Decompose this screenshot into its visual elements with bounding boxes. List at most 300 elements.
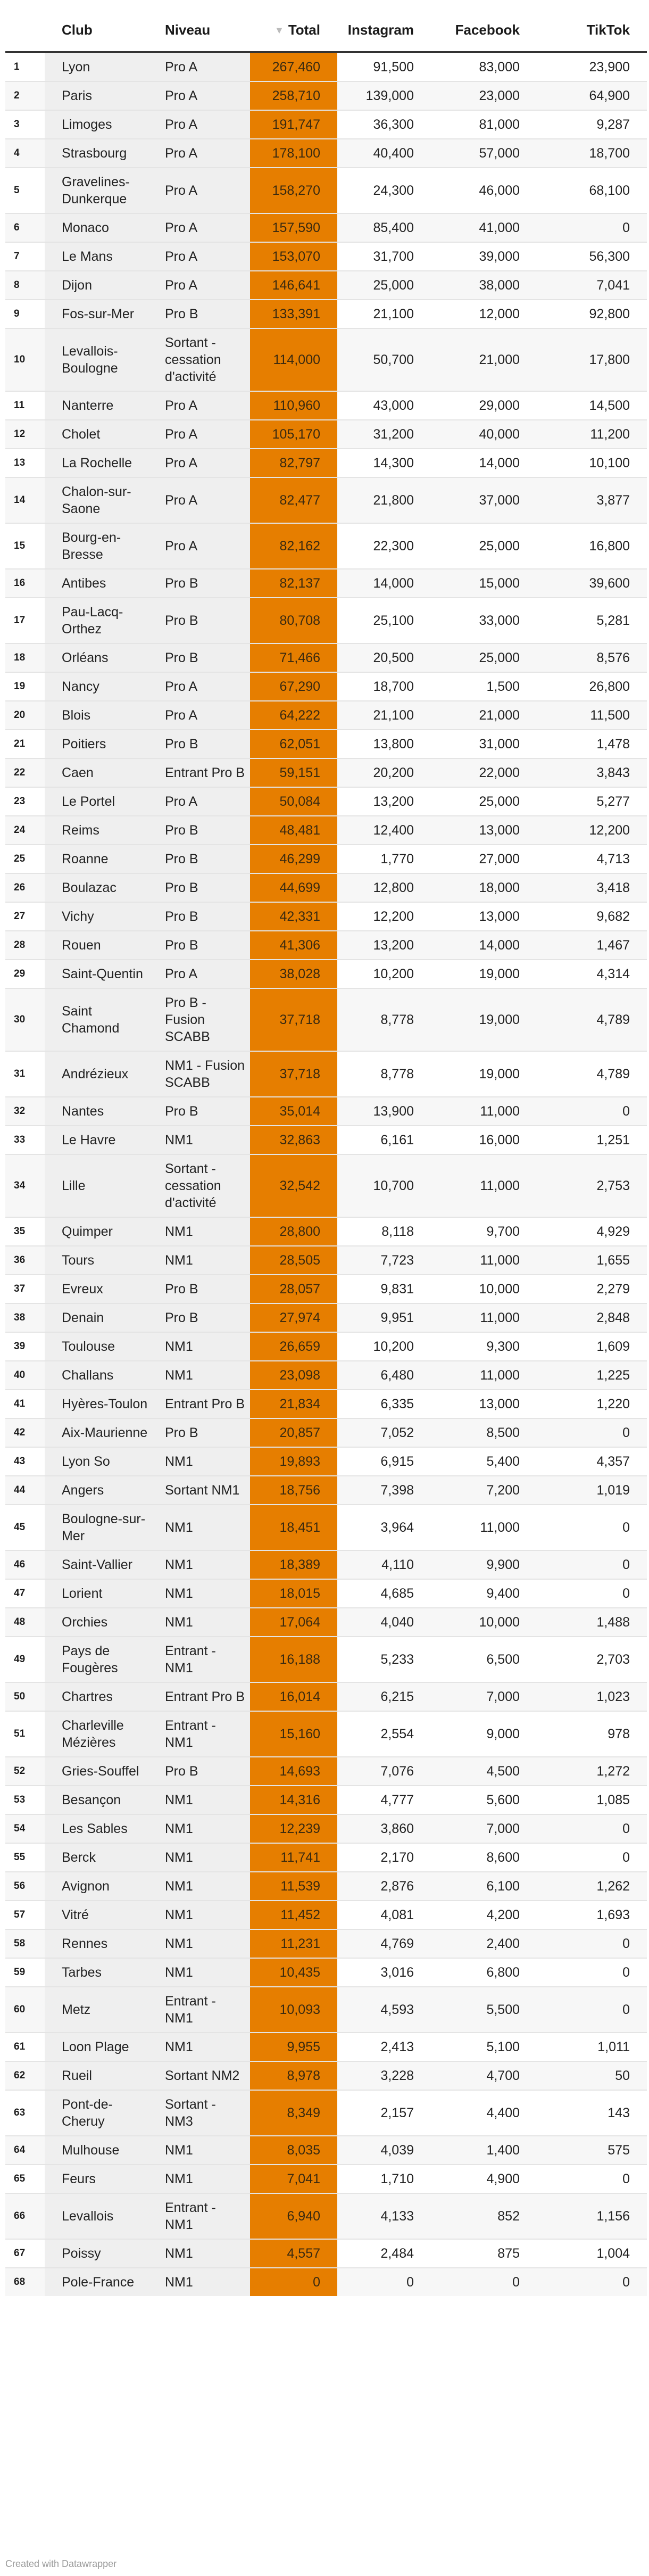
row-total: 26,659 — [250, 1332, 337, 1361]
row-niveau: Entrant Pro B — [152, 1390, 250, 1418]
row-club: Rueil — [45, 2061, 152, 2090]
row-niveau: Pro B — [152, 873, 250, 902]
row-rank: 44 — [5, 1476, 45, 1505]
table-row — [5, 2239, 647, 2268]
row-rank: 3 — [5, 110, 45, 139]
row-tiktok: 1,467 — [537, 931, 647, 960]
row-instagram: 3,016 — [337, 1958, 431, 1987]
row-club: Lyon So — [45, 1447, 152, 1476]
row-tiktok: 2,848 — [537, 1303, 647, 1332]
row-facebook: 2,400 — [431, 1929, 537, 1958]
row-total: 20,857 — [250, 1418, 337, 1447]
row-facebook: 7,000 — [431, 1682, 537, 1711]
row-facebook: 11,000 — [431, 1505, 537, 1550]
row-rank: 54 — [5, 1814, 45, 1843]
row-tiktok: 26,800 — [537, 672, 647, 701]
row-club: Lyon — [45, 52, 152, 81]
row-club: Rennes — [45, 1929, 152, 1958]
row-instagram: 8,778 — [337, 988, 431, 1051]
row-rank: 19 — [5, 672, 45, 701]
row-club: Vichy — [45, 902, 152, 931]
row-rank: 66 — [5, 2193, 45, 2239]
row-total: 267,460 — [250, 52, 337, 81]
row-niveau: NM1 — [152, 1505, 250, 1550]
row-niveau: Sortant - NM3 — [152, 2090, 250, 2136]
table-row — [5, 271, 647, 300]
row-rank: 45 — [5, 1505, 45, 1550]
row-total: 14,693 — [250, 1757, 337, 1786]
table-row — [5, 1637, 647, 1682]
row-tiktok: 1,156 — [537, 2193, 647, 2239]
header-total-label: Total — [288, 21, 320, 38]
row-total: 35,014 — [250, 1097, 337, 1126]
header-total[interactable] — [250, 0, 337, 52]
row-niveau: Pro B — [152, 1418, 250, 1447]
row-rank: 27 — [5, 902, 45, 931]
row-facebook: 8,500 — [431, 1418, 537, 1447]
row-tiktok: 0 — [537, 1418, 647, 1447]
row-club: Boulazac — [45, 873, 152, 902]
row-tiktok: 11,200 — [537, 420, 647, 449]
row-rank: 62 — [5, 2061, 45, 2090]
row-total: 6,940 — [250, 2193, 337, 2239]
row-club: Blois — [45, 701, 152, 730]
row-rank: 57 — [5, 1901, 45, 1929]
row-niveau: Pro B — [152, 1757, 250, 1786]
row-niveau: Pro B — [152, 300, 250, 328]
row-tiktok: 50 — [537, 2061, 647, 2090]
table-row — [5, 1757, 647, 1786]
row-facebook: 29,000 — [431, 391, 537, 420]
row-club: Cholet — [45, 420, 152, 449]
row-tiktok: 1,272 — [537, 1757, 647, 1786]
row-total: 11,231 — [250, 1929, 337, 1958]
row-tiktok: 1,220 — [537, 1390, 647, 1418]
row-instagram: 7,398 — [337, 1476, 431, 1505]
table-row — [5, 988, 647, 1051]
row-tiktok: 17,800 — [537, 328, 647, 391]
row-rank: 4 — [5, 139, 45, 168]
row-rank: 11 — [5, 391, 45, 420]
row-rank: 29 — [5, 960, 45, 988]
row-rank: 21 — [5, 730, 45, 758]
row-rank: 42 — [5, 1418, 45, 1447]
row-niveau: Pro B - Fusion SCABB — [152, 988, 250, 1051]
row-niveau: NM1 - Fusion SCABB — [152, 1051, 250, 1097]
row-instagram: 9,831 — [337, 1275, 431, 1303]
table-row — [5, 1711, 647, 1757]
row-instagram: 2,554 — [337, 1711, 431, 1757]
row-niveau: NM1 — [152, 1901, 250, 1929]
row-club: Evreux — [45, 1275, 152, 1303]
row-instagram: 2,484 — [337, 2239, 431, 2268]
row-facebook: 15,000 — [431, 569, 537, 598]
row-niveau: NM1 — [152, 1958, 250, 1987]
row-total: 18,451 — [250, 1505, 337, 1550]
row-total: 37,718 — [250, 988, 337, 1051]
table-row — [5, 931, 647, 960]
header-instagram[interactable]: Instagram — [337, 0, 431, 52]
table-row — [5, 1154, 647, 1217]
row-club: Les Sables — [45, 1814, 152, 1843]
row-instagram: 36,300 — [337, 110, 431, 139]
row-instagram: 2,157 — [337, 2090, 431, 2136]
table-row — [5, 1332, 647, 1361]
row-instagram: 22,300 — [337, 523, 431, 569]
table-row — [5, 569, 647, 598]
row-niveau: NM1 — [152, 1447, 250, 1476]
table-row — [5, 1814, 647, 1843]
row-niveau: Pro A — [152, 960, 250, 988]
row-instagram: 13,800 — [337, 730, 431, 758]
table-row — [5, 1097, 647, 1126]
table-header — [5, 0, 647, 52]
row-rank: 17 — [5, 598, 45, 643]
row-rank: 10 — [5, 328, 45, 391]
table-row — [5, 873, 647, 902]
row-niveau: Pro A — [152, 449, 250, 477]
row-club: Aix-Maurienne — [45, 1418, 152, 1447]
row-instagram: 12,400 — [337, 816, 431, 845]
row-tiktok: 1,262 — [537, 1872, 647, 1901]
sort-descending-icon: ▼ — [274, 24, 284, 36]
table-row — [5, 1682, 647, 1711]
row-total: 19,893 — [250, 1447, 337, 1476]
row-niveau: Pro A — [152, 271, 250, 300]
row-total: 32,542 — [250, 1154, 337, 1217]
row-facebook: 13,000 — [431, 816, 537, 845]
row-club: Paris — [45, 81, 152, 110]
row-facebook: 5,400 — [431, 1447, 537, 1476]
row-club: Roanne — [45, 845, 152, 873]
row-club: Pau-Lacq-Orthez — [45, 598, 152, 643]
row-club: Le Havre — [45, 1126, 152, 1154]
table-row — [5, 1447, 647, 1476]
row-instagram: 3,964 — [337, 1505, 431, 1550]
row-total: 12,239 — [250, 1814, 337, 1843]
row-instagram: 7,052 — [337, 1418, 431, 1447]
row-niveau: NM1 — [152, 1843, 250, 1872]
row-facebook: 4,400 — [431, 2090, 537, 2136]
row-club: Andrézieux — [45, 1051, 152, 1097]
row-total: 157,590 — [250, 213, 337, 242]
row-tiktok: 92,800 — [537, 300, 647, 328]
table-row — [5, 816, 647, 845]
table-row — [5, 523, 647, 569]
table-row — [5, 1303, 647, 1332]
row-rank: 52 — [5, 1757, 45, 1786]
row-facebook: 8,600 — [431, 1843, 537, 1872]
row-tiktok: 16,800 — [537, 523, 647, 569]
row-total: 27,974 — [250, 1303, 337, 1332]
row-facebook: 40,000 — [431, 420, 537, 449]
row-niveau: Sortant NM1 — [152, 1476, 250, 1505]
row-club: Gries-Souffel — [45, 1757, 152, 1786]
header-club[interactable]: Club — [45, 0, 152, 52]
row-niveau: Pro B — [152, 1275, 250, 1303]
table-row — [5, 1051, 647, 1097]
row-facebook: 21,000 — [431, 328, 537, 391]
row-rank: 12 — [5, 420, 45, 449]
row-niveau: Pro A — [152, 110, 250, 139]
row-niveau: Pro A — [152, 420, 250, 449]
row-facebook: 39,000 — [431, 242, 537, 271]
row-tiktok: 10,100 — [537, 449, 647, 477]
row-facebook: 18,000 — [431, 873, 537, 902]
row-facebook: 22,000 — [431, 758, 537, 787]
row-rank: 1 — [5, 52, 45, 81]
row-tiktok: 4,713 — [537, 845, 647, 873]
row-instagram: 13,200 — [337, 931, 431, 960]
table-row — [5, 1418, 647, 1447]
row-facebook: 83,000 — [431, 52, 537, 81]
row-total: 50,084 — [250, 787, 337, 816]
row-facebook: 10,000 — [431, 1275, 537, 1303]
row-tiktok: 9,682 — [537, 902, 647, 931]
row-facebook: 57,000 — [431, 139, 537, 168]
row-facebook: 11,000 — [431, 1303, 537, 1332]
row-club: Metz — [45, 1987, 152, 2033]
row-total: 62,051 — [250, 730, 337, 758]
row-instagram: 4,081 — [337, 1901, 431, 1929]
row-niveau: NM1 — [152, 1872, 250, 1901]
row-facebook: 0 — [431, 2268, 537, 2296]
row-total: 48,481 — [250, 816, 337, 845]
row-rank: 46 — [5, 1550, 45, 1579]
row-club: Chartres — [45, 1682, 152, 1711]
row-total: 16,188 — [250, 1637, 337, 1682]
row-tiktok: 1,085 — [537, 1786, 647, 1814]
row-facebook: 25,000 — [431, 523, 537, 569]
row-niveau: Pro B — [152, 816, 250, 845]
row-club: Rouen — [45, 931, 152, 960]
row-tiktok: 9,287 — [537, 110, 647, 139]
row-instagram: 18,700 — [337, 672, 431, 701]
row-facebook: 37,000 — [431, 477, 537, 523]
row-rank: 31 — [5, 1051, 45, 1097]
table-row — [5, 1126, 647, 1154]
table-row — [5, 730, 647, 758]
row-instagram: 9,951 — [337, 1303, 431, 1332]
row-instagram: 31,700 — [337, 242, 431, 271]
row-total: 9,955 — [250, 2033, 337, 2061]
table-row — [5, 449, 647, 477]
row-total: 146,641 — [250, 271, 337, 300]
row-tiktok: 1,609 — [537, 1332, 647, 1361]
row-club: Chalon-sur-Saone — [45, 477, 152, 523]
row-club: Loon Plage — [45, 2033, 152, 2061]
table-row — [5, 328, 647, 391]
row-tiktok: 1,011 — [537, 2033, 647, 2061]
row-total: 8,035 — [250, 2136, 337, 2165]
row-club: Quimper — [45, 1217, 152, 1246]
row-tiktok: 0 — [537, 2165, 647, 2193]
row-niveau: Sortant NM2 — [152, 2061, 250, 2090]
row-club: Monaco — [45, 213, 152, 242]
row-total: 18,015 — [250, 1579, 337, 1608]
row-tiktok: 1,655 — [537, 1246, 647, 1275]
row-tiktok: 4,789 — [537, 1051, 647, 1097]
table-row — [5, 701, 647, 730]
row-tiktok: 1,693 — [537, 1901, 647, 1929]
row-club: Limoges — [45, 110, 152, 139]
row-club: Strasbourg — [45, 139, 152, 168]
table-row — [5, 2165, 647, 2193]
table-row — [5, 52, 647, 81]
row-niveau: NM1 — [152, 1217, 250, 1246]
row-niveau: NM1 — [152, 1786, 250, 1814]
row-instagram: 40,400 — [337, 139, 431, 168]
row-facebook: 81,000 — [431, 110, 537, 139]
row-facebook: 9,700 — [431, 1217, 537, 1246]
header-tiktok[interactable]: TikTok — [537, 0, 647, 52]
row-tiktok: 575 — [537, 2136, 647, 2165]
row-niveau: Pro B — [152, 598, 250, 643]
row-club: Mulhouse — [45, 2136, 152, 2165]
row-club: Charleville Mézières — [45, 1711, 152, 1757]
table-row — [5, 242, 647, 271]
row-facebook: 5,600 — [431, 1786, 537, 1814]
table-row — [5, 2136, 647, 2165]
header-facebook[interactable]: Facebook — [431, 0, 537, 52]
row-instagram: 8,778 — [337, 1051, 431, 1097]
table-row — [5, 81, 647, 110]
row-instagram: 2,876 — [337, 1872, 431, 1901]
row-facebook: 19,000 — [431, 1051, 537, 1097]
row-rank: 30 — [5, 988, 45, 1051]
row-total: 10,435 — [250, 1958, 337, 1987]
table-row — [5, 672, 647, 701]
row-club: Lorient — [45, 1579, 152, 1608]
row-club: Dijon — [45, 271, 152, 300]
row-rank: 64 — [5, 2136, 45, 2165]
row-niveau: Pro B — [152, 931, 250, 960]
row-club: Lille — [45, 1154, 152, 1217]
row-club: Gravelines-Dunkerque — [45, 168, 152, 213]
row-club: Nancy — [45, 672, 152, 701]
row-facebook: 1,500 — [431, 672, 537, 701]
row-niveau: Pro A — [152, 787, 250, 816]
table-row — [5, 1476, 647, 1505]
row-total: 32,863 — [250, 1126, 337, 1154]
row-instagram: 2,413 — [337, 2033, 431, 2061]
row-niveau: Pro A — [152, 242, 250, 271]
row-rank: 32 — [5, 1097, 45, 1126]
row-rank: 47 — [5, 1579, 45, 1608]
row-facebook: 5,100 — [431, 2033, 537, 2061]
row-club: Levallois-Boulogne — [45, 328, 152, 391]
row-tiktok: 4,929 — [537, 1217, 647, 1246]
row-instagram: 10,200 — [337, 1332, 431, 1361]
row-tiktok: 8,576 — [537, 643, 647, 672]
row-club: La Rochelle — [45, 449, 152, 477]
row-niveau: Entrant - NM1 — [152, 1637, 250, 1682]
row-instagram: 14,000 — [337, 569, 431, 598]
row-club: Nantes — [45, 1097, 152, 1126]
row-niveau: NM1 — [152, 1361, 250, 1390]
row-rank: 34 — [5, 1154, 45, 1217]
row-total: 21,834 — [250, 1390, 337, 1418]
row-tiktok: 0 — [537, 1814, 647, 1843]
table-row — [5, 960, 647, 988]
row-tiktok: 0 — [537, 1929, 647, 1958]
row-rank: 28 — [5, 931, 45, 960]
row-tiktok: 39,600 — [537, 569, 647, 598]
datawrapper-credit[interactable]: Created with Datawrapper — [5, 2558, 117, 2569]
row-niveau: Entrant - NM1 — [152, 2193, 250, 2239]
row-rank: 48 — [5, 1608, 45, 1637]
row-niveau: NM1 — [152, 2033, 250, 2061]
row-niveau: NM1 — [152, 1579, 250, 1608]
row-facebook: 9,000 — [431, 1711, 537, 1757]
row-rank: 26 — [5, 873, 45, 902]
table-row — [5, 1505, 647, 1550]
header-rank[interactable] — [5, 0, 45, 52]
table-row — [5, 845, 647, 873]
row-instagram: 1,710 — [337, 2165, 431, 2193]
row-instagram: 4,777 — [337, 1786, 431, 1814]
row-tiktok: 5,281 — [537, 598, 647, 643]
row-rank: 49 — [5, 1637, 45, 1682]
row-total: 133,391 — [250, 300, 337, 328]
row-niveau: NM1 — [152, 1126, 250, 1154]
table-row — [5, 902, 647, 931]
row-total: 16,014 — [250, 1682, 337, 1711]
row-niveau: Pro A — [152, 672, 250, 701]
clubs-social-table — [5, 0, 647, 2296]
row-instagram: 21,800 — [337, 477, 431, 523]
row-niveau: Entrant Pro B — [152, 1682, 250, 1711]
row-tiktok: 1,019 — [537, 1476, 647, 1505]
row-total: 7,041 — [250, 2165, 337, 2193]
row-facebook: 25,000 — [431, 787, 537, 816]
table-row — [5, 1390, 647, 1418]
row-niveau: NM1 — [152, 2268, 250, 2296]
row-tiktok: 0 — [537, 213, 647, 242]
row-total: 59,151 — [250, 758, 337, 787]
row-niveau: Pro B — [152, 845, 250, 873]
row-niveau: NM1 — [152, 1814, 250, 1843]
table-row — [5, 420, 647, 449]
row-facebook: 19,000 — [431, 960, 537, 988]
row-rank: 40 — [5, 1361, 45, 1390]
table-row — [5, 2090, 647, 2136]
row-niveau: Pro B — [152, 730, 250, 758]
row-niveau: NM1 — [152, 1608, 250, 1637]
row-instagram: 13,900 — [337, 1097, 431, 1126]
header-niveau[interactable]: Niveau — [152, 0, 250, 52]
row-facebook: 852 — [431, 2193, 537, 2239]
row-facebook: 41,000 — [431, 213, 537, 242]
row-facebook: 16,000 — [431, 1126, 537, 1154]
row-club: Hyères-Toulon — [45, 1390, 152, 1418]
row-tiktok: 3,877 — [537, 477, 647, 523]
row-facebook: 875 — [431, 2239, 537, 2268]
row-rank: 38 — [5, 1303, 45, 1332]
row-facebook: 5,500 — [431, 1987, 537, 2033]
row-total: 71,466 — [250, 643, 337, 672]
row-rank: 14 — [5, 477, 45, 523]
row-niveau: NM1 — [152, 2136, 250, 2165]
row-niveau: Pro A — [152, 523, 250, 569]
row-rank: 25 — [5, 845, 45, 873]
row-facebook: 11,000 — [431, 1097, 537, 1126]
row-tiktok: 4,314 — [537, 960, 647, 988]
row-club: Toulouse — [45, 1332, 152, 1361]
table-row — [5, 477, 647, 523]
row-facebook: 6,100 — [431, 1872, 537, 1901]
row-instagram: 4,133 — [337, 2193, 431, 2239]
